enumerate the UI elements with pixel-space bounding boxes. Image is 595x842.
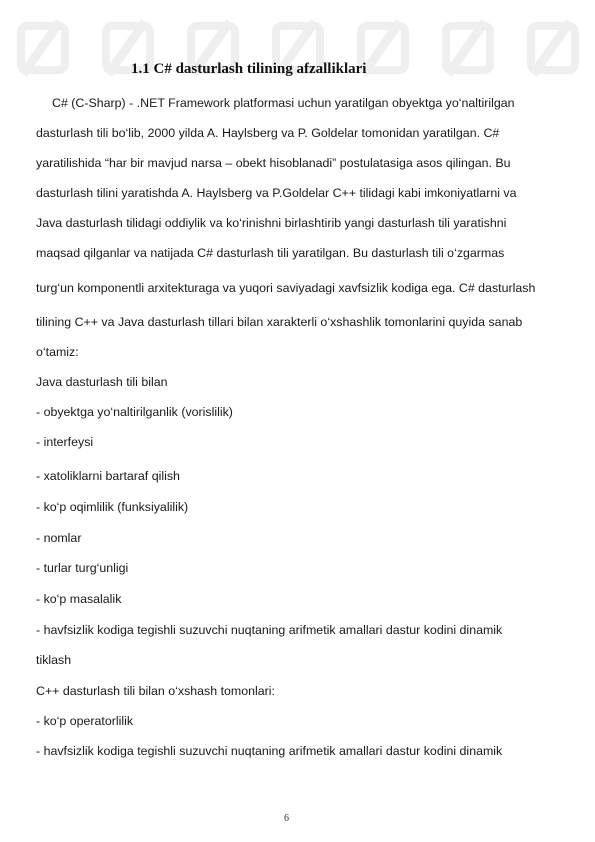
paragraph-line: Java dasturlash tilidagi oddiylik va ko‘rinishni birlashtirib yangi dasturlash tili yaratishni <box>36 216 507 230</box>
list-item: - obyektga yo‘naltirilganlik (vorislilik) <box>36 405 233 419</box>
paragraph-line: C# (C-Sharp) - .NET Framework platformasi uchun yaratilgan obyektga yo‘naltirilgan <box>52 96 515 110</box>
list-heading: Java dasturlash tili bilan <box>36 375 168 389</box>
list-item: - ko‘p oqimlilik (funksiyalilik) <box>36 500 189 514</box>
page-number: 6 <box>284 813 289 824</box>
paragraph-line: dasturlash tili bo‘lib, 2000 yilda A. Haylsberg va P. Goldelar tomonidan yaratilgan. C# <box>36 126 500 140</box>
paragraph-line: tilining C++ va Java dasturlash tillari bilan xarakterli o‘xshashlik tomonlarini quyida sanab <box>36 315 523 329</box>
paragraph-line: dasturlash tilini yaratishda A. Haylsberg va P.Goldelar C++ tilidagi kabi imkoniyatlarni va <box>36 186 517 200</box>
paragraph-line: turg‘un komponentli arxitekturaga va yuqori saviyadagi xavfsizlik kodiga ega. C# dasturlash <box>36 281 536 295</box>
paragraph-line: maqsad qilganlar va natijada C# dasturlash tili yaratilgan. Bu dasturlash tili o‘zgarmas <box>36 246 505 260</box>
paragraph-line: yaratilishida “har bir mavjud narsa – obekt hisoblanadi” postulatasiga asos qilingan. Bu <box>36 156 511 170</box>
list-item: - nomlar <box>36 531 82 545</box>
list-heading: C++ dasturlash tili bilan o‘xshash tomonlari: <box>36 684 275 698</box>
list-item: - havfsizlik kodiga tegishli suzuvchi nuqtaning arifmetik amallari dastur kodini dinamik <box>36 623 503 637</box>
watermark-logo-icon <box>17 22 69 74</box>
section-title: 1.1 C# dasturlash tilining afzalliklari <box>131 61 367 77</box>
list-item: - interfeysi <box>36 435 94 449</box>
list-item: - xatoliklarni bartaraf qilish <box>36 469 180 483</box>
list-item: - turlar turg‘unligi <box>36 561 129 575</box>
watermark-logo-icon <box>527 22 579 74</box>
paragraph-line: o‘tamiz: <box>36 345 79 359</box>
list-item: - ko‘p masalalik <box>36 592 122 606</box>
list-item: - ko‘p operatorlilik <box>36 714 134 728</box>
list-item-continuation: tiklash <box>36 653 72 667</box>
list-item: - havfsizlik kodiga tegishli suzuvchi nuqtaning arifmetik amallari dastur kodini dinamik <box>36 744 503 758</box>
watermark-logo-icon <box>442 22 494 74</box>
